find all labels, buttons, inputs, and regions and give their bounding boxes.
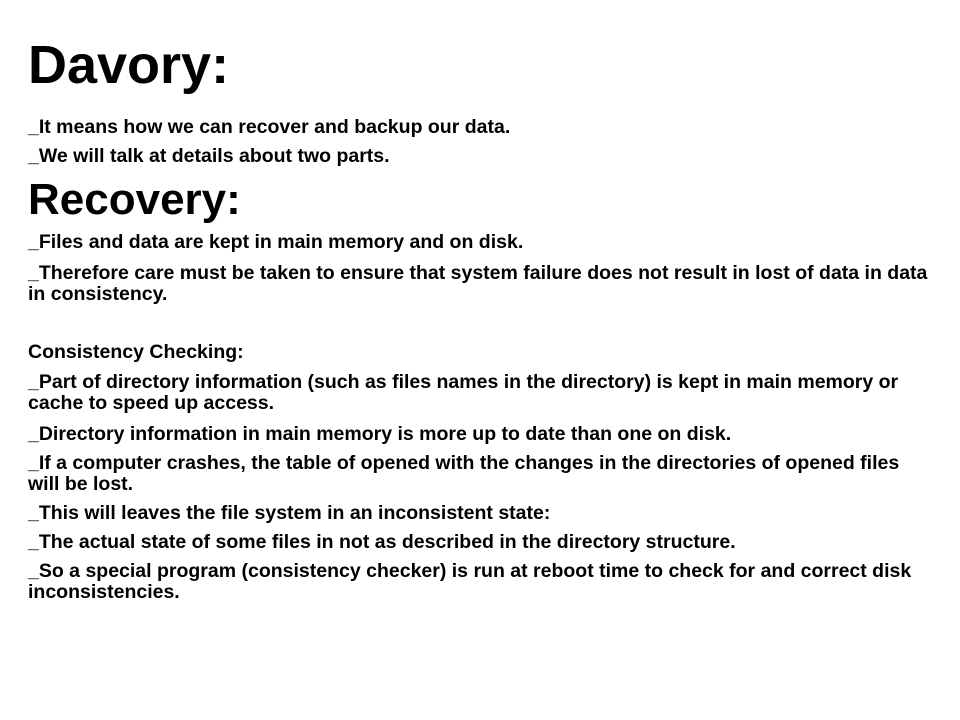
consistency-point: _If a computer crashes, the table of opened with the changes in the directories of opened files will be lost. <box>28 452 900 495</box>
consistency-point: _Directory information in main memory is more up to date than one on disk. <box>28 423 732 445</box>
intro-line: _We will talk at details about two parts. <box>28 145 390 167</box>
recovery-heading: Recovery: <box>28 175 241 224</box>
consistency-point: _So a special program (consistency checker) is run at reboot time to check for and correct disk inconsistencies. <box>28 560 912 603</box>
consistency-point: _This will leaves the file system in an inconsistent state: <box>28 502 551 524</box>
slide-title: Davory: <box>28 35 230 95</box>
intro-line: _It means how we can recover and backup our data. <box>28 116 511 138</box>
recovery-point: _Files and data are kept in main memory and on disk. <box>28 231 524 253</box>
consistency-checking-heading: Consistency Checking: <box>28 341 244 363</box>
consistency-point: _Part of directory information (such as files names in the directory) is kept in main memory or cache to speed up access. <box>28 371 899 414</box>
consistency-point: _The actual state of some files in not as described in the directory structure. <box>28 531 736 553</box>
recovery-point: _Therefore care must be taken to ensure that system failure does not result in lost of data in data in consistency. <box>28 262 928 305</box>
